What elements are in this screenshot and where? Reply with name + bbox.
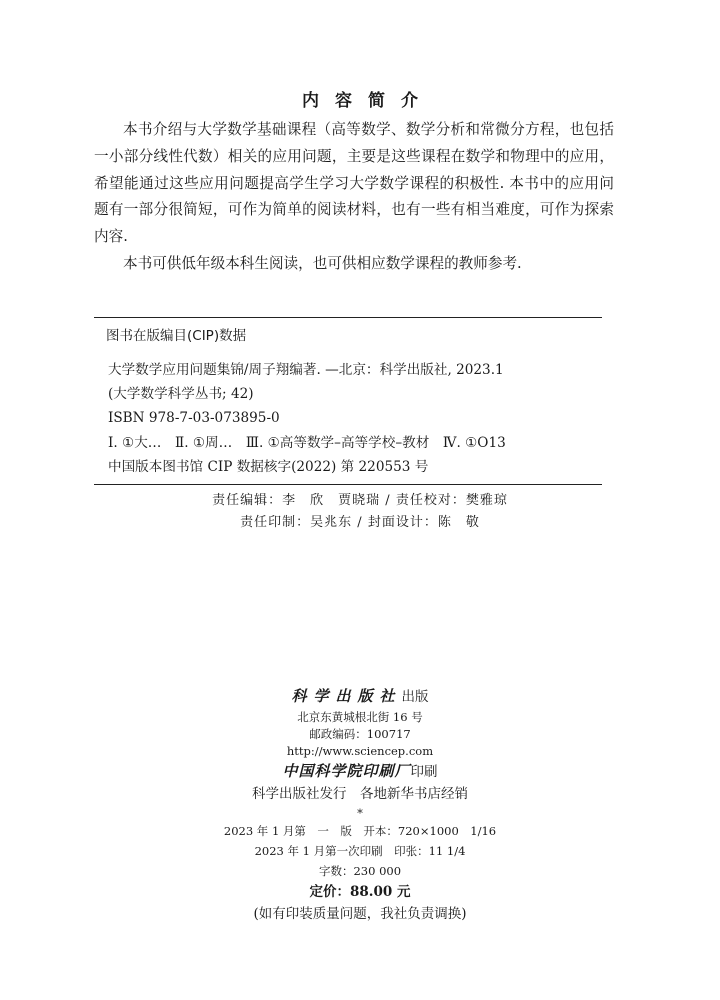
printing-line: 2023 年 1 月第一次印刷 印张：11 1/4: [254, 844, 466, 858]
colophon: [0, 684, 720, 925]
page-title: 内容简介: [302, 91, 434, 111]
word-count-line: 字数：230 000: [318, 864, 402, 878]
credits: [0, 490, 720, 534]
credits-line-editors: 责任编辑：李 欣 贾晓瑞 / 责任校对：樊雅琼: [212, 493, 508, 508]
quality-notice: (如有印装质量问题，我社负责调换): [253, 906, 467, 922]
printer-name: 中国科学院印刷厂: [282, 762, 411, 780]
distribution-line: 科学出版社发行 各地新华书店经销: [252, 786, 468, 802]
credits-line-production: 责任印制：吴兆东 / 封面设计：陈 敬: [240, 515, 480, 530]
cip-line-isbn: ISBN 978-7-03-073895-0: [108, 410, 280, 427]
cip-line-series: (大学数学科学丛书; 42): [108, 386, 254, 403]
cip-block: [94, 317, 602, 485]
intro-paragraph-1: 本书介绍与大学数学基础课程（高等数学、数学分析和常微分方程，也包括一小部分线性代数）相关的应用问题，主要是这些课程在数学和物理中的应用，希望能通过这些应用问题提高学生学习大学数学课程的积极性. 本书中的应用问题有一部分很简短，可作为简单的阅读材料，也有一些有相当难度，可作为探索内容.: [94, 121, 614, 246]
intro-paragraph-2: 本书可供低年级本科生阅读，也可供相应数学课程的教师参考.: [123, 254, 522, 272]
publisher-url: http://www.sciencep.com: [286, 744, 434, 758]
publisher-name: 科学出版社: [291, 687, 402, 705]
price-line: 定价：88.00 元: [309, 884, 411, 900]
cip-line-record: 中国版本图书馆 CIP 数据核字(2022) 第 220553 号: [108, 458, 429, 475]
publisher-address: 北京东黄城根北街 16 号: [297, 710, 423, 724]
separator-star: *: [357, 806, 363, 820]
publisher-postcode: 邮政编码：100717: [309, 727, 411, 741]
edition-line: 2023 年 1 月第 一 版 开本：720×1000 1/16: [223, 824, 497, 838]
intro-body: [94, 117, 614, 278]
publisher-line: [0, 684, 720, 709]
cip-lines: [94, 358, 602, 479]
publisher-suffix: 出版: [401, 689, 429, 705]
cip-line-title: 大学数学应用问题集锦/周子翔编著. —北京：科学出版社, 2023.1: [108, 362, 504, 378]
cip-bottom-rule: [94, 484, 602, 485]
cip-heading: 图书在版编目(CIP)数据: [106, 328, 247, 344]
printer-line: [0, 760, 720, 783]
printer-suffix: 印刷: [410, 764, 438, 780]
cip-line-classification: Ⅰ. ①大… Ⅱ. ①周… Ⅲ. ①高等数学–高等学校–教材 Ⅳ. ①O13: [108, 434, 506, 451]
